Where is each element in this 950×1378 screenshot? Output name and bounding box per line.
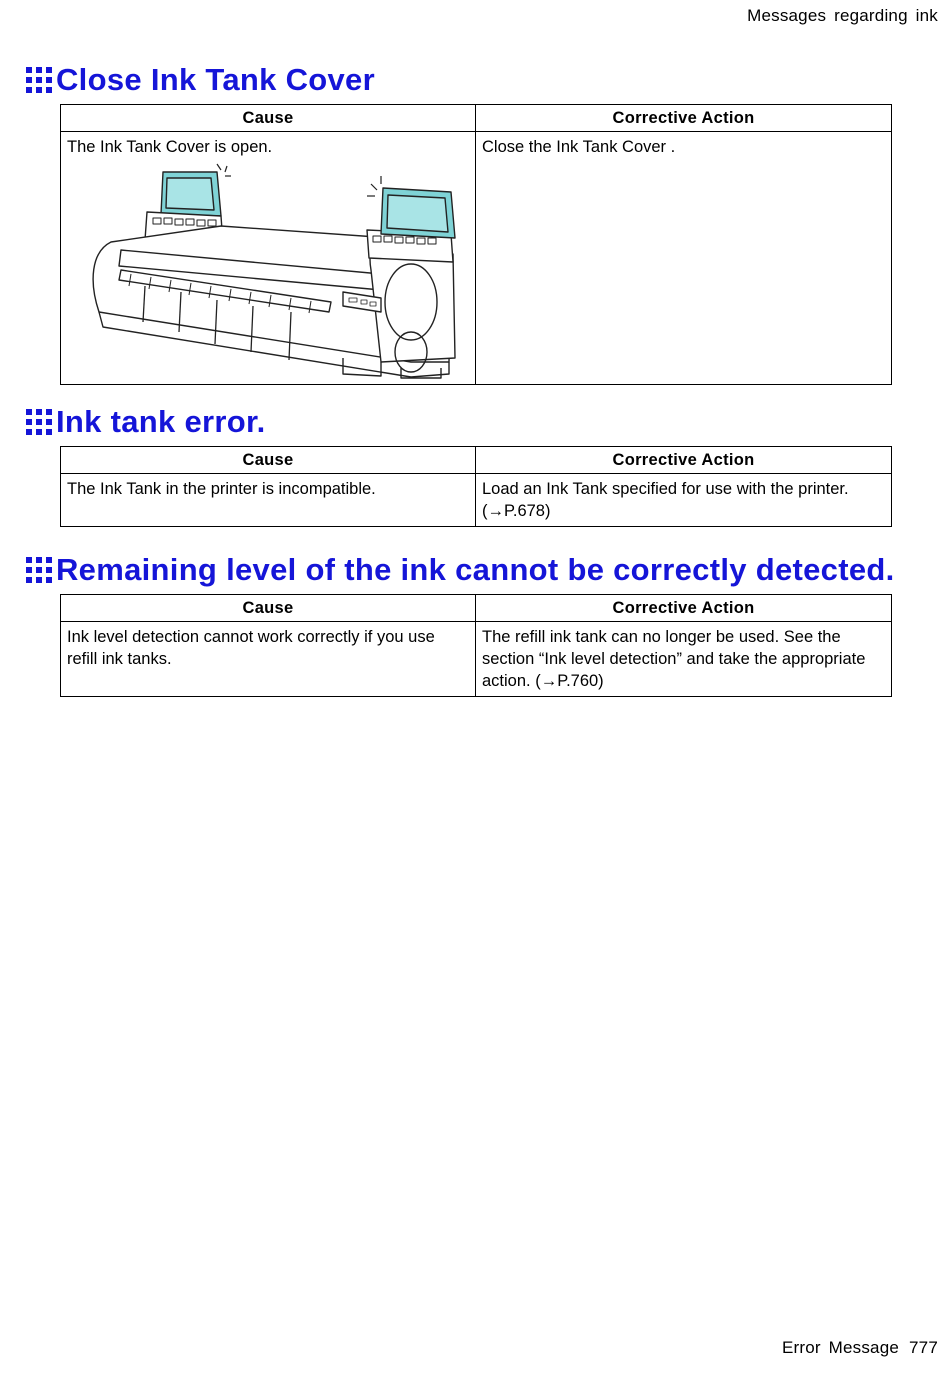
- grid-icon: [26, 409, 52, 435]
- running-footer: [782, 1338, 938, 1358]
- section-title: Close Ink Tank Cover: [56, 62, 375, 97]
- section-close-ink-tank-cover: [26, 60, 892, 385]
- action-cell: [476, 474, 892, 527]
- grid-icon: [26, 557, 52, 583]
- cause-cell: [61, 132, 476, 385]
- action-cell: [476, 622, 892, 697]
- action-text: Close the Ink Tank Cover .: [482, 138, 676, 156]
- action-header: Corrective Action: [476, 105, 892, 132]
- section-title: Ink tank error.: [56, 404, 266, 439]
- action-header: Corrective Action: [476, 447, 892, 474]
- cause-cell: [61, 474, 476, 527]
- running-header: Messages regarding ink: [747, 6, 938, 25]
- cause-header: Cause: [61, 595, 476, 622]
- printer-illustration: [81, 162, 461, 380]
- action-header: Corrective Action: [476, 595, 892, 622]
- cause-action-table: [60, 594, 892, 697]
- cause-action-table: [60, 104, 892, 385]
- section-title: Remaining level of the ink cannot be correctly detected.: [56, 552, 895, 587]
- section-heading: [26, 402, 892, 442]
- cause-text: The Ink Tank Cover is open.: [67, 138, 273, 156]
- section-heading: [26, 550, 895, 590]
- cause-cell: [61, 622, 476, 697]
- cause-action-table: [60, 446, 892, 527]
- action-text-line1: Load an Ink Tank specified for use with the printer.: [482, 480, 849, 498]
- page-reference: (→P.678): [482, 502, 551, 520]
- section-ink-tank-error: [26, 402, 892, 527]
- page-number: 777: [909, 1338, 938, 1357]
- footer-chapter: Error Message: [781, 1338, 900, 1357]
- section-heading: [26, 60, 892, 100]
- table-header-row: [61, 447, 892, 474]
- grid-icon: [26, 67, 52, 93]
- table-header-row: [61, 105, 892, 132]
- cause-text: The Ink Tank in the printer is incompatible.: [67, 480, 376, 498]
- cause-text: Ink level detection cannot work correctly if you use refill ink tanks.: [67, 628, 435, 668]
- cause-header: Cause: [61, 105, 476, 132]
- action-cell: [476, 132, 892, 385]
- action-text: The refill ink tank can no longer be used. See the section “Ink level detection” and take the appropriate action. (→P.760): [482, 628, 866, 690]
- cause-header: Cause: [61, 447, 476, 474]
- table-row: [61, 622, 892, 697]
- table-header-row: [61, 595, 892, 622]
- section-remaining-level-detection: [26, 550, 895, 697]
- table-row: [61, 132, 892, 385]
- table-row: [61, 474, 892, 527]
